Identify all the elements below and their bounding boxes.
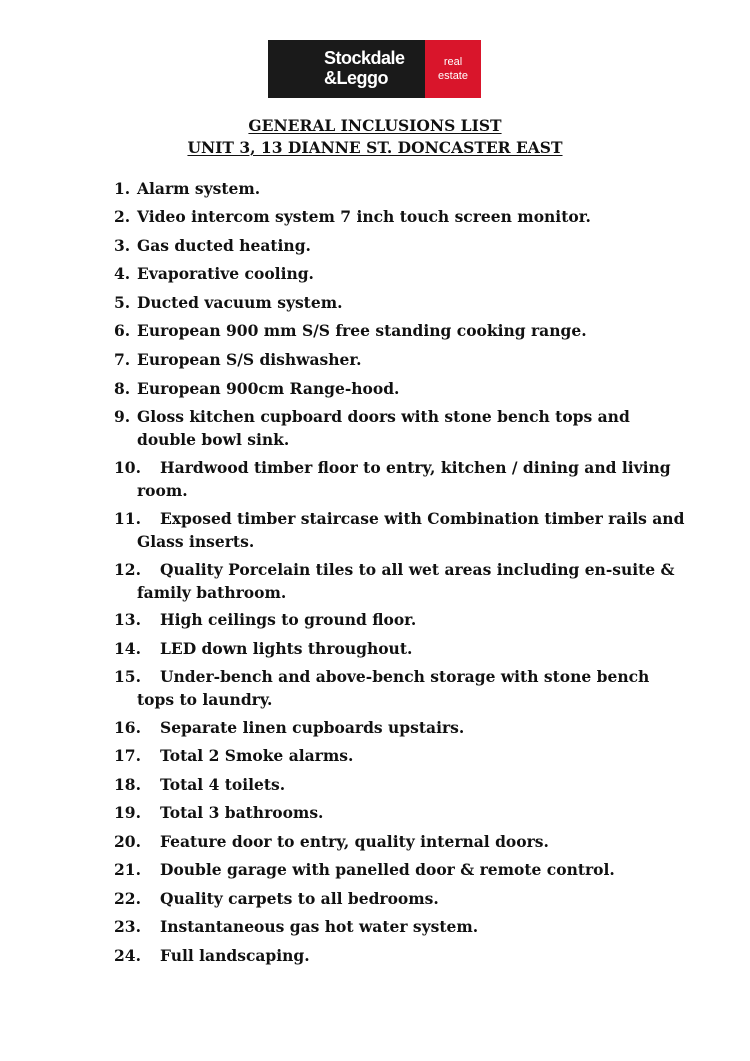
list-item (114, 830, 714, 853)
item-number: 14. (114, 639, 141, 658)
item-text: European 900 mm S/S free standing cooking range. (137, 321, 587, 340)
logo-wordmark-panel (268, 40, 425, 98)
item-text: Instantaneous gas hot water system. (160, 917, 479, 936)
item-continuation: double bowl sink. (137, 430, 290, 449)
item-number: 21. (114, 860, 141, 879)
list-item (114, 887, 714, 910)
item-text: High ceilings to ground floor. (160, 610, 417, 629)
logo-wordmark-line2: &Leggo (324, 68, 388, 88)
logo-wordmark-line1: Stockdale (324, 48, 405, 68)
list-item (114, 665, 714, 711)
list-item (114, 377, 714, 400)
item-number: 1. (114, 179, 131, 198)
item-text: Evaporative cooling. (137, 264, 314, 283)
item-text: Gas ducted heating. (137, 236, 311, 255)
list-item (114, 858, 714, 881)
item-number: 9. (114, 407, 131, 426)
item-text: Hardwood timber floor to entry, kitchen / dining and living (160, 458, 671, 477)
item-number: 19. (114, 803, 141, 822)
list-item (114, 205, 714, 228)
list-item (114, 637, 714, 660)
item-number: 24. (114, 946, 141, 965)
list-item (114, 405, 714, 451)
item-number: 8. (114, 379, 131, 398)
item-number: 12. (114, 560, 141, 579)
item-text: Under-bench and above-bench storage with stone bench (160, 667, 650, 686)
item-number: 22. (114, 889, 141, 908)
item-number: 16. (114, 718, 141, 737)
logo-tag-panel (425, 40, 481, 98)
list-item (114, 801, 714, 824)
logo-tag-line1: real (443, 56, 463, 68)
item-text: Double garage with panelled door & remote control. (160, 860, 615, 879)
item-text: Total 4 toilets. (160, 775, 286, 794)
item-text: Separate linen cupboards upstairs. (160, 718, 465, 737)
item-number: 17. (114, 746, 141, 765)
item-number: 4. (114, 264, 131, 283)
list-item (114, 608, 714, 631)
item-number: 11. (114, 509, 141, 528)
item-continuation: Glass inserts. (137, 532, 255, 551)
item-number: 13. (114, 610, 141, 629)
document-title: GENERAL INCLUSIONS LIST (248, 116, 502, 135)
item-continuation: family bathroom. (137, 583, 287, 602)
list-item (114, 319, 714, 342)
list-item (114, 456, 714, 502)
item-continuation: tops to laundry. (137, 690, 273, 709)
list-item (114, 744, 714, 767)
list-item (114, 262, 714, 285)
item-number: 3. (114, 236, 131, 255)
item-continuation: room. (137, 481, 188, 500)
list-item (114, 558, 714, 604)
item-number: 5. (114, 293, 131, 312)
item-text: Total 2 Smoke alarms. (160, 746, 354, 765)
item-number: 18. (114, 775, 141, 794)
list-item (114, 773, 714, 796)
list-item (114, 944, 714, 967)
item-text: Quality Porcelain tiles to all wet areas including en-suite & (160, 560, 675, 579)
list-item (114, 177, 714, 200)
item-text: Video intercom system 7 inch touch screen monitor. (137, 207, 591, 226)
item-number: 23. (114, 917, 141, 936)
item-number: 20. (114, 832, 141, 851)
list-item (114, 915, 714, 938)
item-number: 7. (114, 350, 131, 369)
item-text: LED down lights throughout. (160, 639, 413, 658)
item-text: Gloss kitchen cupboard doors with stone bench tops and (137, 407, 630, 426)
list-item (114, 507, 714, 553)
item-number: 15. (114, 667, 141, 686)
item-text: Total 3 bathrooms. (160, 803, 324, 822)
list-item (114, 348, 714, 371)
document-subtitle: UNIT 3, 13 DIANNE ST. DONCASTER EAST (187, 138, 563, 157)
item-text: European 900cm Range-hood. (137, 379, 400, 398)
list-item (114, 716, 714, 739)
item-text: Full landscaping. (160, 946, 310, 965)
brand-logo (268, 40, 481, 98)
list-item (114, 234, 714, 257)
item-number: 2. (114, 207, 131, 226)
item-text: Alarm system. (137, 179, 261, 198)
item-text: Feature door to entry, quality internal doors. (160, 832, 549, 851)
list-item (114, 291, 714, 314)
logo-tag-line2: estate (438, 70, 468, 82)
item-text: Ducted vacuum system. (137, 293, 343, 312)
item-text: Exposed timber staircase with Combination timber rails and (160, 509, 685, 528)
item-text: Quality carpets to all bedrooms. (160, 889, 439, 908)
item-number: 6. (114, 321, 131, 340)
item-number: 10. (114, 458, 141, 477)
item-text: European S/S dishwasher. (137, 350, 362, 369)
